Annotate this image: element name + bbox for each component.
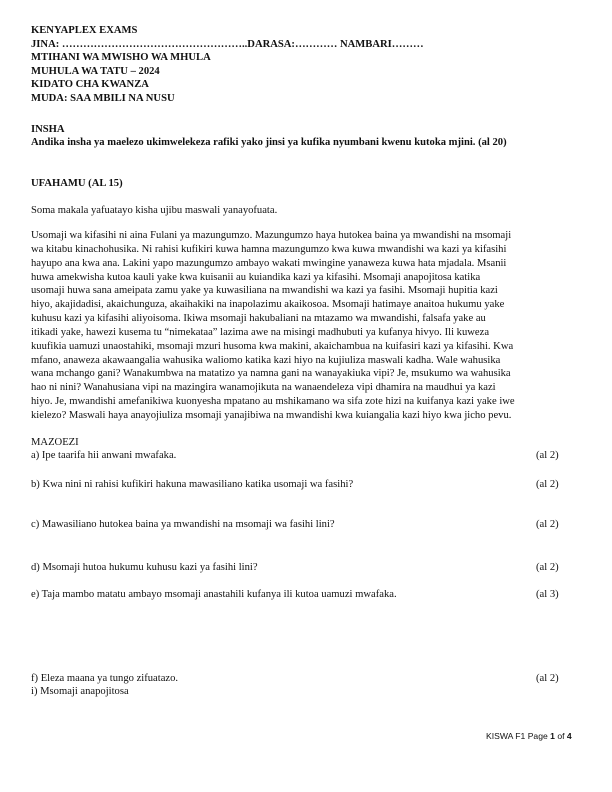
question-c-marks: (al 2): [536, 519, 559, 530]
question-c: c) Mawasiliano hutokea baina ya mwandishi na msomaji wa fasihi lini?: [31, 519, 335, 530]
passage-line: kuhusu kazi ya kifasihi aliyoisoma. Ikiwa msomaji hakubaliani na mtazamo wa mwandishi, falsafa yake au: [31, 313, 486, 325]
passage-line: hao ni nini? Wanahusiana vipi na mazingira wanamojikuta na wanaendeleza vipi dhamira na maudhui ya kazi: [31, 382, 496, 394]
insha-question: Andika insha ya maelezo ukimwelekeza rafiki yako jinsi ya kufika nyumbani kwenu kutoka mjini. (al 20): [31, 137, 507, 148]
question-e-marks: (al 3): [536, 589, 559, 600]
question-d: d) Msomaji hutoa hukumu kuhusu kazi ya fasihi lini?: [31, 562, 258, 573]
passage-line: wa kitabu kinachohusika. Ni rahisi kufikiri kuwa hamna mazungumzo kwa kuwa mwandishi wa kazi ya kifasihi: [31, 243, 507, 255]
passage-line: mfano, anaweza akawaangalia wahusika waliomo katika kazi hiyo na kujiuliza maswali kadha. Wale wahusika: [31, 354, 501, 366]
question-f: f) Eleza maana ya tungo zifuatazo.: [31, 673, 179, 684]
insha-title: INSHA: [31, 124, 65, 135]
footer-page-number: 1: [550, 731, 555, 741]
passage-line: kuufikia uamuzi unaostahiki, msomaji mzuri husoma kwa makini, akaichambua na kuifasiri kazi ya kifasihi. Kwa: [31, 340, 514, 352]
exam-title: MTIHANI WA MWISHO WA MHULA: [31, 52, 211, 64]
passage-line: Usomaji wa kifasihi ni aina Fulani ya mazungumzo. Mazungumzo haya hutokea baina ya mwandishi na msomaji: [31, 230, 512, 241]
comprehension-passage: [31, 229, 583, 423]
question-f-i: i) Msomaji anapojitosa: [31, 686, 129, 697]
footer-total-pages: 4: [566, 731, 572, 741]
ufahamu-title: UFAHAMU (AL 15): [31, 178, 123, 189]
org-name: KENYAPLEX EXAMS: [31, 25, 138, 36]
passage-line: itikadi yake, hawezi kusema tu “nimekataa” lazima awe na misingi madhubuti ya kufanya hivyo. Ili kuweza: [31, 326, 490, 338]
passage-line: hiyo. Je, mwandishi amefanikiwa kuonyesha mpatano au mshikamano wa sifa zote hizi na kuifanya kazi yake iwe: [31, 396, 515, 408]
question-e: e) Taja mambo matatu ambayo msomaji anastahili kufanya ili kutoa uamuzi mwafaka.: [31, 589, 397, 600]
exercise-title: MAZOEZI: [31, 437, 79, 448]
question-b-marks: (al 2): [536, 479, 559, 490]
question-a-marks: (al 2): [536, 450, 559, 461]
footer-prefix: KISWA F1 Page: [486, 731, 551, 741]
passage-line: kielezo? Maswali haya anayojiuliza msomaji yanajibiwa na mwandishi kwa kuiangalia kazi hiyo kwa jicho pevu.: [31, 409, 512, 421]
passage-line: huwa amekwisha kutoa kauli yake kwa kuisanii au kuiandika kazi ya kifasihi. Msomaji anapojitosa katika: [31, 271, 481, 283]
passage-line: usomaji huwa sana ameipata zamu yake ya kuwasiliana na mwandishi wa kazi ya fasihi. Msomaji hupitia kazi: [31, 285, 498, 297]
exam-header: [31, 24, 424, 106]
passage-line: wana mchango gani? Wanakumbwa na matatizo ya namna gani na wanayakiuka vipi? Je, msukumo wa wahusika: [31, 368, 511, 380]
passage-line: hiyo, akajidadisi, akaichunguza, akaihakiki na inapolazimu akaikosoa. Msomaji hatimaye anaitoa hukumu yake: [31, 299, 505, 311]
question-d-marks: (al 2): [536, 562, 559, 573]
ufahamu-instruction: Soma makala yafuatayo kisha ujibu maswali yanayofuata.: [31, 205, 278, 216]
student-details-line: JINA: ……………………………………………..DARASA:………… NAMBARI………: [31, 38, 424, 50]
passage-line: hayupo ana kwa ana. Lakini yapo mazungumzo ambayo wakati mwingine yanaweza kuwa hata mjadala. Msanii: [31, 257, 507, 269]
question-b: b) Kwa nini ni rahisi kufikiri hakuna mawasiliano katika usomaji wa fasihi?: [31, 479, 354, 490]
page-footer: [486, 731, 572, 741]
exam-time: MUDA: SAA MBILI NA NUSU: [31, 92, 175, 104]
question-a: a) Ipe taarifa hii anwani mwafaka.: [31, 450, 177, 461]
exam-term: MUHULA WA TATU – 2024: [31, 65, 160, 77]
question-f-marks: (al 2): [536, 673, 559, 684]
footer-of: of: [554, 731, 567, 741]
exam-form: KIDATO CHA KWANZA: [31, 79, 149, 91]
